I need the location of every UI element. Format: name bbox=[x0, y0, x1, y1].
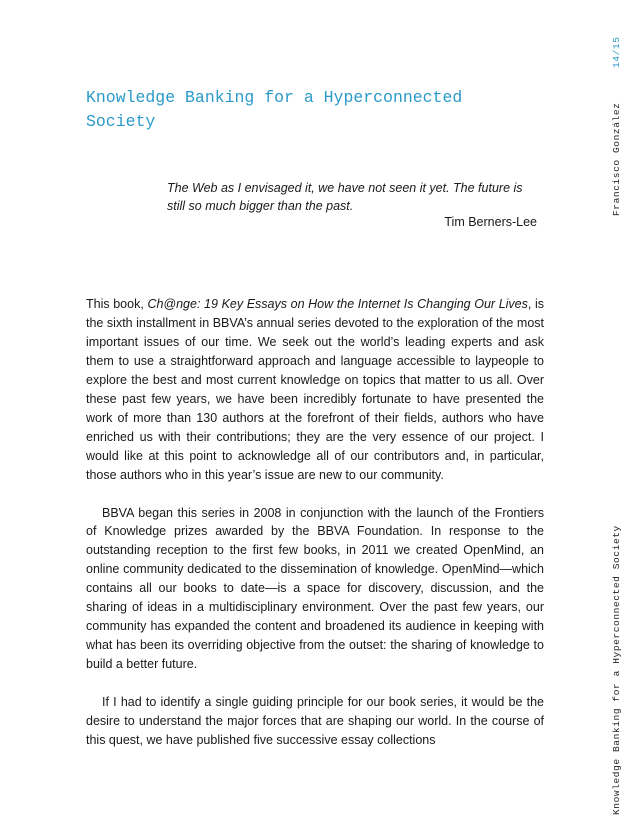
paragraph-1 bbox=[86, 295, 544, 485]
paragraph-1-rest: , is the sixth installment in BBVA’s annual series devoted to the exploration of the most important issues of our time. We seek out the world’s leading experts and ask them to use a straightforward approach and language accessible to laypeople to explore the best and most current knowledge on topics that matter to us all. Over these past few years, we have been incredibly fortunate to have presented the work of more than 130 authors at the forefront of their fields, authors who have enriched us with their contributions; they are the very essence of our project. I would like at this point to acknowledge all of our contributors and, in particular, those authors who in this year’s issue are new to our community. bbox=[86, 297, 544, 482]
epigraph-attribution: Tim Berners-Lee bbox=[444, 215, 537, 229]
epigraph-quote: The Web as I envisaged it, we have not seen it yet. The future is still so much bigger than the past. bbox=[167, 181, 523, 213]
book-title: Ch@nge: 19 Key Essays on How the Internet Is Changing Our Lives bbox=[147, 297, 528, 311]
author-name: Francisco González bbox=[611, 102, 622, 216]
running-title: Knowledge Banking for a Hyperconnected Society bbox=[611, 525, 622, 815]
body-text bbox=[86, 295, 544, 769]
paragraph-3: If I had to identify a single guiding principle for our book series, it would be the desire to understand the major forces that are shaping our world. In the course of this quest, we have published five successive essay collections bbox=[86, 695, 544, 748]
page-number: 14/15 bbox=[611, 36, 622, 68]
article-title: Knowledge Banking for a Hyperconnected Society bbox=[86, 88, 463, 131]
paragraph-1-lead: This book, bbox=[86, 297, 148, 311]
paragraph-2: BBVA began this series in 2008 in conjunction with the launch of the Frontiers of Knowledge prizes awarded by the BBVA Foundation. In response to the outstanding reception to the first few books, in 2011 we created OpenMind, an online community dedicated to the dissemination of knowledge. OpenMind—which contains all our books to date—is a space for discovery, discussion, and the sharing of ideas in a multidisciplinary environment. Over the past few years, our community has expanded the content and broadened its audience in keeping with what has been its overriding objective from the outset: the sharing of knowledge to build a better future. bbox=[86, 505, 544, 672]
